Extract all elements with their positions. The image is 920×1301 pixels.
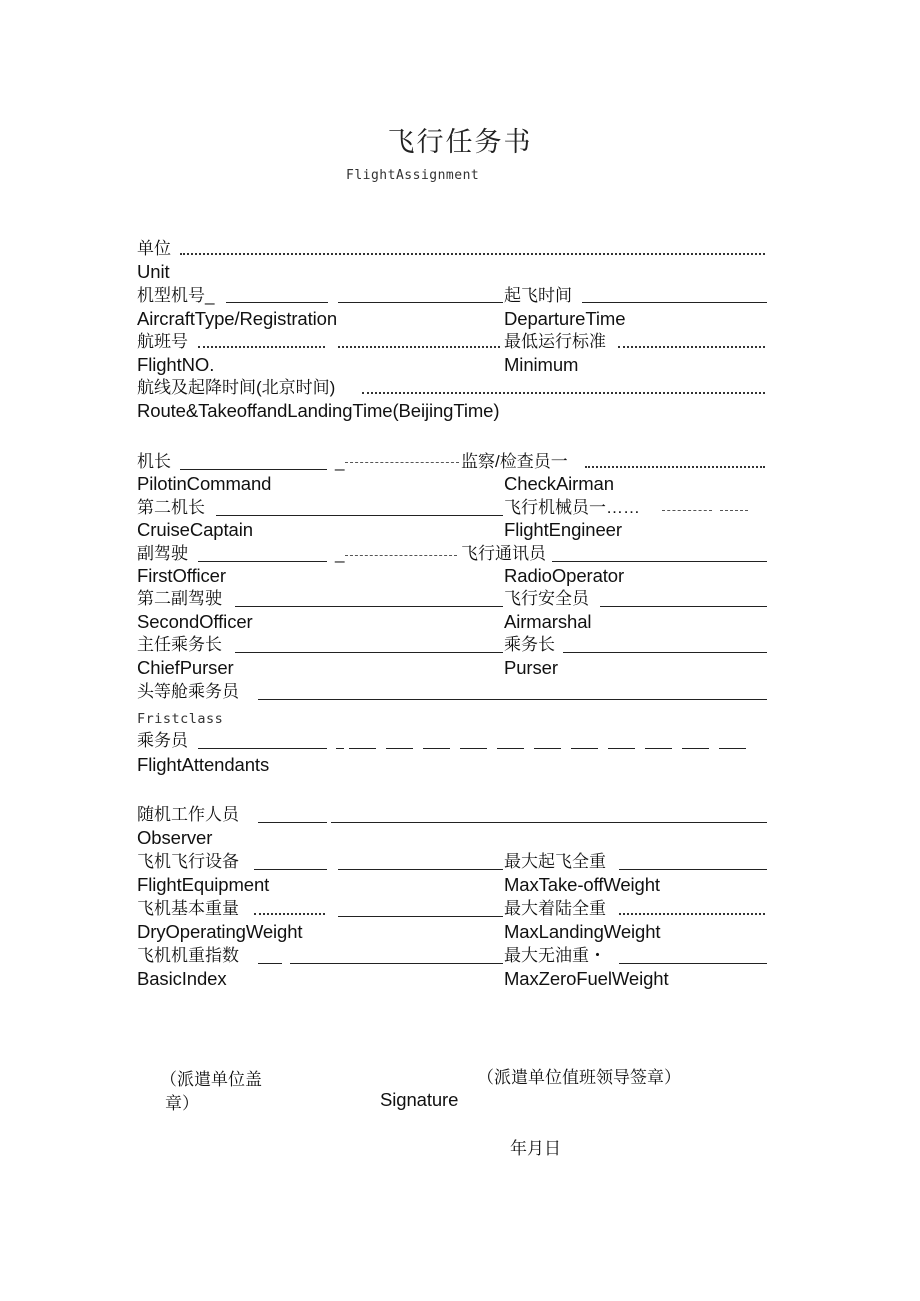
route-label-cn: 航线及起降时间(北京时间) — [137, 378, 336, 397]
radio-operator-field[interactable] — [552, 561, 767, 562]
equipment-label-en: FlightEquipment — [137, 874, 270, 895]
check-airman-field[interactable] — [585, 466, 765, 468]
attendant-field-10[interactable] — [608, 748, 635, 749]
first-officer-label-en: FirstOfficer — [137, 565, 226, 586]
flight-engineer-label-en: FlightEngineer — [504, 519, 622, 540]
minimum-label-en: Minimum — [504, 354, 579, 375]
page-subtitle: FlightAssignment — [346, 168, 480, 183]
route-field[interactable] — [362, 392, 765, 394]
aircraft-label-en: AircraftType/Registration — [137, 308, 338, 329]
radio-operator-label-en: RadioOperator — [504, 565, 625, 586]
purser-label-cn: 乘务长 — [504, 635, 555, 654]
purser-field[interactable] — [563, 652, 767, 653]
second-officer-label-cn: 第二副驾驶 — [137, 589, 222, 608]
stamp-note-line1: （派遣单位盖 — [160, 1070, 262, 1089]
attendant-field-5[interactable] — [423, 748, 450, 749]
attendant-field-2[interactable] — [336, 748, 344, 749]
chief-purser-label-cn: 主任乘务长 — [137, 635, 222, 654]
first-officer-field[interactable] — [198, 561, 327, 562]
attendant-field-7[interactable] — [497, 748, 524, 749]
departure-label-cn: 起飞时间 — [504, 286, 572, 305]
attendant-field-12[interactable] — [682, 748, 709, 749]
pilot-label-cn: 机长 — [137, 452, 171, 471]
max-landing-label-en: MaxLandingWeight — [504, 921, 661, 942]
air-marshal-label-en: Airmarshal — [504, 611, 592, 632]
observer-field[interactable] — [258, 822, 327, 823]
first-class-label-cn: 头等舱乘务员 — [137, 682, 239, 701]
date-label: 年月日 — [510, 1139, 561, 1158]
cruise-captain-label-en: CruiseCaptain — [137, 519, 253, 540]
air-marshal-field[interactable] — [600, 606, 767, 607]
max-zero-fuel-label-cn: 最大无油重・ — [504, 946, 606, 965]
pilot-label-en: PilotinCommand — [137, 473, 272, 494]
first-officer-sep: _ — [335, 544, 345, 563]
purser-label-en: Purser — [504, 657, 558, 678]
observer-label-cn: 随机工作人员 — [137, 805, 239, 824]
page-title: 飞行任务书 — [387, 127, 533, 158]
pilot-check-connector — [345, 462, 459, 463]
check-airman-label-cn: 监察/检查员一 — [461, 452, 568, 471]
minimum-field[interactable] — [618, 346, 765, 348]
first-class-field[interactable] — [258, 699, 767, 700]
second-officer-label-en: SecondOfficer — [137, 611, 253, 632]
radio-operator-label-cn: 飞行通讯员 — [461, 544, 546, 563]
pilot-sep: _ — [335, 452, 345, 471]
cruise-captain-field[interactable] — [216, 515, 503, 516]
attendant-field-9[interactable] — [571, 748, 598, 749]
second-officer-field[interactable] — [235, 606, 503, 607]
chief-purser-field[interactable] — [235, 652, 503, 653]
signature-label: Signature — [380, 1089, 459, 1110]
unit-field[interactable] — [180, 253, 765, 255]
flight-no-label-cn: 航班号 — [137, 332, 188, 351]
aircraft-type-field[interactable] — [226, 302, 328, 303]
aircraft-label-cn: 机型机号_ — [137, 286, 215, 305]
max-landing-label-cn: 最大着陆全重 — [504, 899, 606, 918]
departure-time-field[interactable] — [582, 302, 767, 303]
max-takeoff-label-cn: 最大起飞全重 — [504, 852, 606, 871]
stamp-note-line2: 章） — [165, 1094, 199, 1113]
attendants-label-en: FlightAttendants — [137, 754, 270, 775]
basic-index-field-2[interactable] — [290, 963, 503, 964]
minimum-label-cn: 最低运行标准 — [504, 332, 606, 351]
air-marshal-label-cn: 飞行安全员 — [504, 589, 589, 608]
attendant-field-4[interactable] — [386, 748, 413, 749]
max-takeoff-field[interactable] — [619, 869, 767, 870]
attendant-field-6[interactable] — [460, 748, 487, 749]
basic-index-label-cn: 飞机机重指数 — [137, 946, 239, 965]
flight-no-label-en: FlightNO. — [137, 354, 215, 375]
attendant-field-3[interactable] — [349, 748, 376, 749]
flight-no-field-2[interactable] — [338, 346, 500, 348]
attendant-field-13[interactable] — [719, 748, 746, 749]
dry-operating-label-en: DryOperatingWeight — [137, 921, 303, 942]
equipment-label-cn: 飞机飞行设备 — [137, 852, 239, 871]
flight-engineer-field[interactable] — [662, 510, 712, 511]
chief-purser-label-en: ChiefPurser — [137, 657, 234, 678]
leader-sign-note: （派遣单位值班领导签章） — [477, 1068, 681, 1087]
observer-field-2[interactable] — [331, 822, 767, 823]
dry-operating-field-2[interactable] — [338, 916, 503, 917]
unit-label-cn: 单位 — [137, 239, 171, 258]
flight-engineer-label-cn: 飞行机械员一…… — [504, 498, 640, 517]
pilot-field[interactable] — [180, 469, 327, 470]
first-officer-connector — [345, 555, 457, 556]
basic-index-field[interactable] — [258, 963, 282, 964]
max-zero-fuel-field[interactable] — [619, 963, 767, 964]
dry-operating-label-cn: 飞机基本重量 — [137, 899, 239, 918]
unit-label-en: Unit — [137, 261, 170, 282]
attendant-field-1[interactable] — [198, 748, 327, 749]
observer-label-en: Observer — [137, 827, 213, 848]
cruise-captain-label-cn: 第二机长 — [137, 498, 205, 517]
attendant-field-11[interactable] — [645, 748, 672, 749]
first-class-label-en: Fristclass — [137, 711, 224, 727]
check-airman-label-en: CheckAirman — [504, 473, 614, 494]
max-zero-fuel-label-en: MaxZeroFuelWeight — [504, 968, 669, 989]
first-officer-label-cn: 副驾驶 — [137, 544, 188, 563]
flight-engineer-field-2[interactable] — [720, 510, 748, 511]
dry-operating-field[interactable] — [254, 913, 325, 915]
equipment-field[interactable] — [254, 869, 327, 870]
flight-no-field[interactable] — [198, 346, 325, 348]
attendants-label-cn: 乘务员 — [137, 731, 188, 750]
aircraft-registration-field[interactable] — [338, 302, 503, 303]
max-takeoff-label-en: MaxTake-offWeight — [504, 874, 660, 895]
attendant-field-8[interactable] — [534, 748, 561, 749]
departure-label-en: DepartureTime — [504, 308, 626, 329]
basic-index-label-en: BasicIndex — [137, 968, 227, 989]
route-label-en: Route&TakeoffandLandingTime(BeijingTime) — [137, 400, 500, 421]
equipment-field-2[interactable] — [338, 869, 503, 870]
max-landing-field[interactable] — [619, 913, 765, 915]
